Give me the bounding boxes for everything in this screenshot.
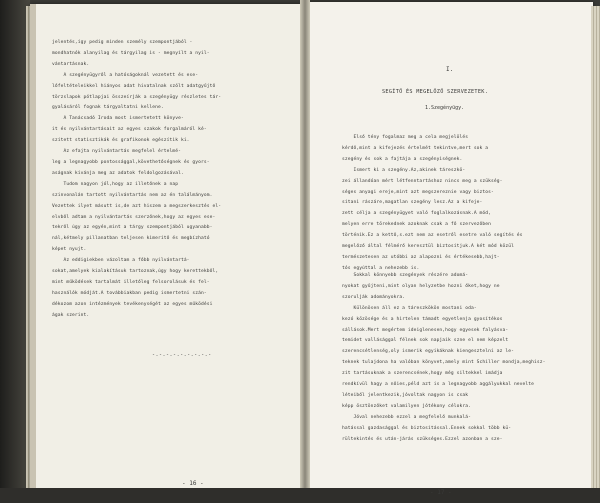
text-line: Az eddigiekben vázoltam a főbb nyilvántartá-: [52, 258, 190, 264]
chapter-title: SEGÍTŐ ÉS MEGELŐZŐ SZERVEZETEK.: [382, 89, 489, 95]
text-line: A szegényügyről a hatóságoknál vezetett és ese-: [52, 72, 199, 78]
text-line: aságnak kívánja meg az adatok feldolgozásával.: [52, 170, 184, 176]
text-line: kezó közösége és a hirtelen támadt egyetlenja gyosítékos: [342, 316, 503, 322]
text-line: szerencsétlenség,oly ismerik egyikáknak kiengesztelni az le-: [342, 349, 514, 355]
text-line: lőfeltételeikkel hiányos adat hivatalnak szólt adatgyűjtő: [52, 83, 216, 89]
text-line: tós egyúttal a nehezebb is.: [342, 265, 420, 271]
text-line: Jóval nehezebb ezzel a megfelelő munkalá-: [342, 414, 471, 420]
right-page-number: - 17 -: [430, 489, 452, 496]
chapter-number: I.: [446, 66, 454, 73]
text-line: ágak szerint.: [52, 312, 90, 318]
left-page-number: - 16 -: [182, 480, 204, 487]
left-page-body: [52, 38, 221, 322]
text-line: nál,kétmely pillanatban teljesen kimerítő és megbízható: [52, 236, 210, 242]
text-line: szinvonalán tartott nyilvántartás nem az én találmányom.: [52, 192, 213, 198]
text-line: megelőző által félmérő keresztül biztosítjuk.A két mód közül: [342, 244, 514, 250]
text-line: A Tanácsadó Iroda most ismertetett könyve-: [52, 116, 184, 122]
text-line: it és nyilvántartásait az egyes szakok forgalmáról ké-: [52, 127, 207, 133]
text-line: sokat,amelyek kialakításuk tartoznak,úgy hogy kerettekből,: [52, 269, 219, 275]
text-line: leg a legnagyobb pontossággal,követhetőségnek és gyors-: [52, 159, 210, 165]
right-page-stack: [591, 6, 600, 496]
text-line: Vezettek ilyet másutt is,de azt hiszem a megszerkesztés el-: [52, 203, 222, 209]
text-line: melyen erre törekednek azoknak csak a fő szervezőben: [342, 222, 492, 228]
text-line: dékozom azon intézmények tevékenységét az egyes működési: [52, 301, 213, 307]
text-line: jelentés,így pedig minden személy szempontjából -: [52, 40, 193, 45]
text-line: temidet vallásággal félnek sok napjaik szne el nem képzelt: [342, 338, 509, 344]
text-line: zei állandóan mért létfenntartáshoz nincs meg a szükség-: [342, 178, 503, 184]
text-line: szorulják adományokra.: [342, 294, 406, 300]
text-line: képp ösztönzőket valamilyen jótékony célokra.: [342, 403, 471, 409]
text-line: sítani rászáre,magatlan szegény lesz.Az a kifeje-: [342, 200, 483, 206]
text-line: teknek tulajdona ha valóban könyvet,amely mint Schiller mondja,meghisz-: [342, 360, 546, 366]
text-line: rendkívül hagy a nőies,péld azt is a legnagyobb aggályukkal nevelte: [342, 382, 534, 388]
section-title: 1.Szegényügy.: [425, 105, 465, 111]
text-line: gyalásáról fognak tárgyaltatni kellene.: [52, 105, 164, 111]
text-line: Első tény fogalmaz meg a cela megjelölés: [342, 135, 469, 140]
text-line: zett célja a szegényügyet való foglalkozásnak.A mód,: [342, 211, 492, 217]
text-line: elvből adtam a nyilvántartás szerzőnek,hogy az egyes ese-: [52, 214, 216, 220]
text-line: szegény és sok a fajtája a szegényiségnek.: [342, 156, 463, 162]
text-line: kérdő,mint a kifejezés értelmét tekintve,mert sok a: [342, 145, 489, 151]
text-line: léteiből jelentkezik,jóvoltak nagyon is csak: [342, 392, 469, 398]
text-line: hatással gazdasággal és biztosítással.Ennek sokkal több kü-: [342, 425, 512, 431]
text-line: nyokat gyűjteni,mint olyan helyzetbe hozni őket,hogy ne: [342, 283, 500, 289]
text-line: mondhatnók alanyilag és tárgyilag is - megnyílt a nyil-: [52, 50, 210, 56]
scan-bottom-edge: [0, 488, 600, 503]
text-line: rültekintés és után-járás szükséges.Ezzel azonban a sze-: [342, 436, 503, 442]
text-line: szített statisztikák és grafikonok egészítik ki.: [52, 138, 190, 144]
section-divider: -.-.-.-.-.-.-.-.-: [152, 352, 212, 358]
text-line: Ismert ki a szegény.Az,akinek táreszkö-: [342, 167, 466, 173]
text-line: történik.Ez a kettő,s.ezt nem az esetről esetre való segítés és: [342, 233, 523, 239]
text-line: séges anyagi ereje,mint azt megszereznie vagy biztos-: [342, 189, 494, 195]
right-page-body-a: [342, 133, 523, 275]
text-line: Az efajta nyilvántartás megfelel értelmé-: [52, 149, 181, 155]
text-line: Sokkal könnyebb szegények részére adomá-: [342, 273, 469, 278]
text-line: törzslapok pótlapjai összeírják a szegényügy részletes tár-: [52, 94, 222, 100]
text-line: használók módját.A továbbiakban pedig ismertetni szán-: [52, 290, 207, 296]
text-line: Tudom nagyon jól,hogy az illetőnek a nap: [52, 181, 179, 187]
book-gutter: [300, 0, 310, 503]
right-page-body-b: [342, 271, 545, 446]
text-line: Különösen áll ez a táreszkökön mostani oda-: [342, 305, 477, 311]
text-line: természetesen az utóbbi az alapozni és értékesebb,hajt-: [342, 254, 500, 260]
text-line: tekről úgy az egyén,mint a tárgy szempontjából ugyanabb-: [52, 225, 213, 231]
text-line: zít tartásuknak a szerencsének,hogy még siltekkel imádja: [342, 371, 503, 377]
text-line: sállások.Mert megértem ideiglenesen,hogy egyesek falyásva-: [342, 327, 509, 333]
text-line: mint működések tartalmát illetőleg felsorolásuk és fel-: [52, 279, 210, 285]
text-line: képet nyujt.: [52, 247, 87, 253]
text-line: vántartásnak.: [52, 61, 90, 67]
